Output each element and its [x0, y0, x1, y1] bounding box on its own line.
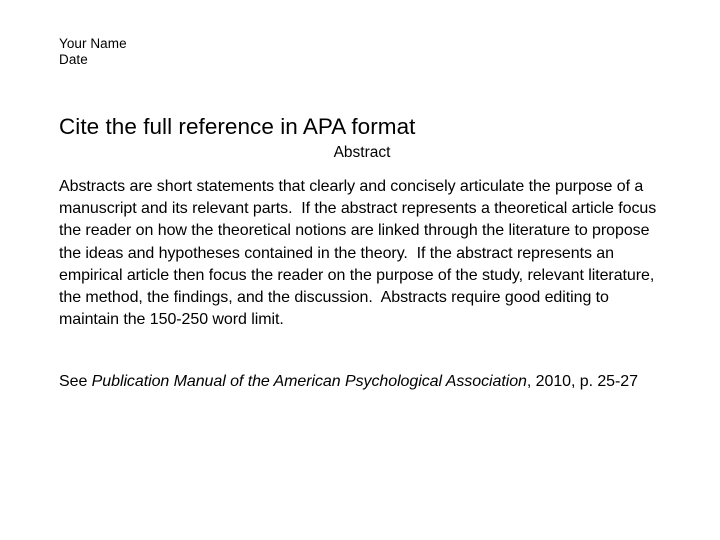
- citation-tail-text: , 2010, p. 25-27: [526, 373, 638, 390]
- content-block: [59, 142, 665, 331]
- citation-lead-text: See: [59, 373, 92, 390]
- author-name: Your Name: [59, 36, 127, 51]
- section-heading-abstract: Abstract: [333, 144, 391, 161]
- abstract-body-text: Abstracts are short statements that clearly and concisely articulate the purpose of a manuscript and its relevant parts. If the abstract represents a theoretical article focus the reader on how the theoretical notions are linked through the literature to propose the ideas and hypotheses contained in the theory. If the abstract represents an empirical article then focus the reader on the purpose of the study, relevant literature, the method, the findings, and the discussion. Abstracts require good editing to maintain the 150-250 word limit.: [59, 178, 661, 329]
- byline-block: [59, 36, 665, 68]
- page-title: Cite the full reference in APA format: [59, 114, 416, 140]
- citation-line: [59, 371, 679, 393]
- date-line: Date: [59, 52, 88, 67]
- citation-work-title: Publication Manual of the American Psychological Association: [91, 373, 527, 390]
